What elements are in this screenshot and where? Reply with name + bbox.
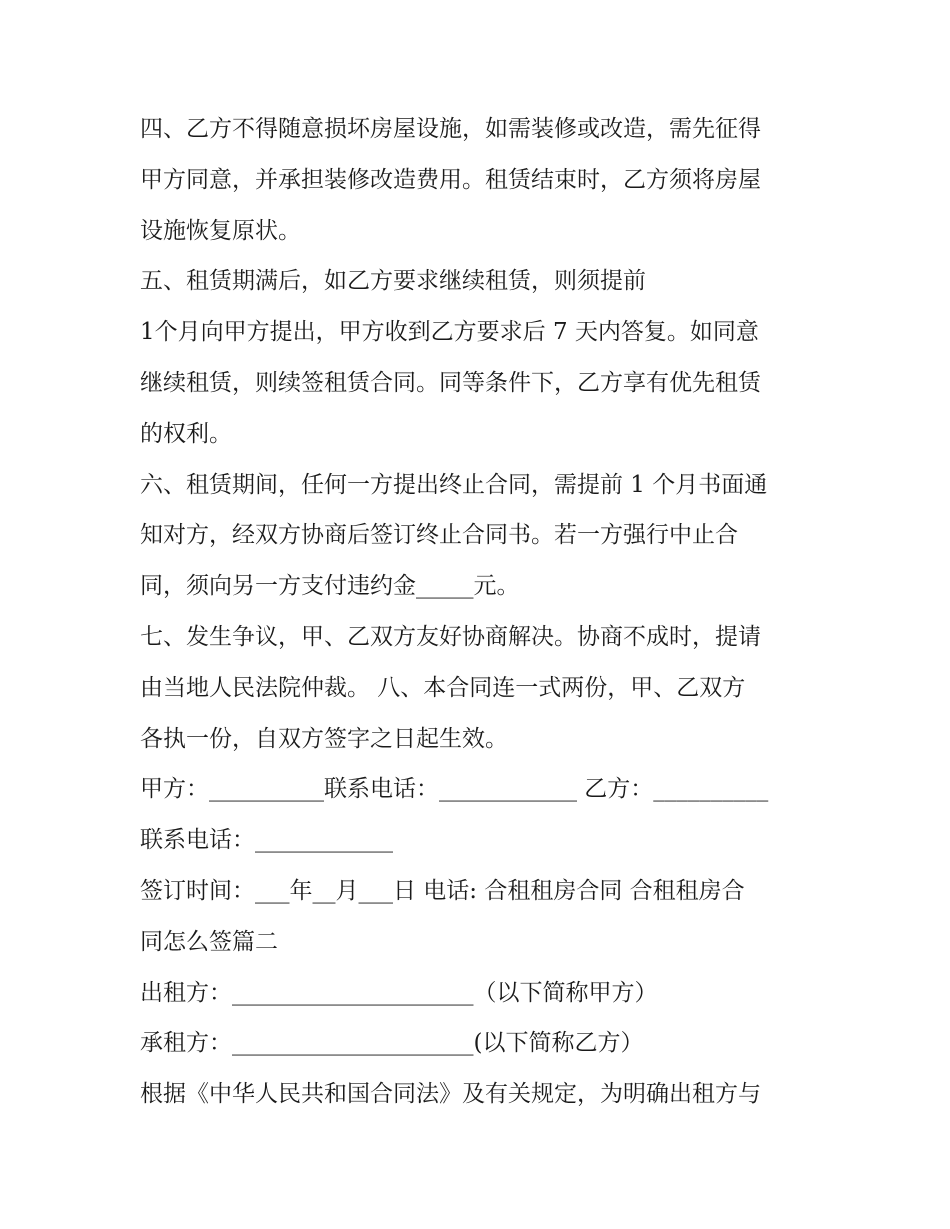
text-line: 四、乙方不得随意损坏房屋设施，如需装修或改造，需先征得: [140, 116, 761, 142]
text-line: 五、租赁期满后，如乙方要求继续租赁，则须提前: [140, 268, 646, 295]
lessor-line: 出租方：_____________________（以下简称甲方）: [140, 979, 658, 1006]
text-line: 同，须向另一方支付违约金_____元。: [140, 573, 520, 600]
text-line: 甲方同意，并承担装修改造费用。租赁结束时，乙方须将房屋: [140, 166, 761, 193]
text-line: 各执一份，自双方签字之日起生效。: [140, 725, 508, 752]
text-line: 六、租赁期间，任何一方提出终止合同，需提前 1 个月书面通: [140, 471, 768, 498]
section-heading: 同怎么签篇二: [140, 928, 278, 955]
text-line: 继续租赁，则续签租赁合同。同等条件下，乙方享有优先租赁: [140, 369, 761, 396]
text-line: 设施恢复原状。: [140, 217, 301, 244]
text-line: 由当地人民法院仲裁。 八、本合同连一式两份，甲、乙双方: [140, 674, 746, 701]
text-line: 1个月向甲方提出，甲方收到乙方要求后 7 天内答复。如同意: [140, 319, 759, 346]
signature-line-parties: 甲方：__________联系电话：____________ 乙方：__________: [140, 776, 769, 803]
lessee-line: 承租方：_____________________(以下简称乙方）: [140, 1030, 644, 1057]
signature-line-phone: 联系电话：____________: [140, 827, 393, 854]
text-line: 根据《中华人民共和国合同法》及有关规定，为明确出租方与: [140, 1081, 761, 1108]
contract-text: [140, 104, 820, 1120]
text-line: 知对方，经双方协商后签订终止合同书。若一方强行中止合: [140, 522, 738, 549]
signing-date-line: 签订时间：___年__月___日 电话: 合租租房合同 合租租房合: [140, 877, 745, 904]
text-line: 七、发生争议，甲、乙双方友好协商解决。协商不成时，提请: [140, 623, 761, 650]
text-line: 的权利。: [140, 420, 232, 447]
